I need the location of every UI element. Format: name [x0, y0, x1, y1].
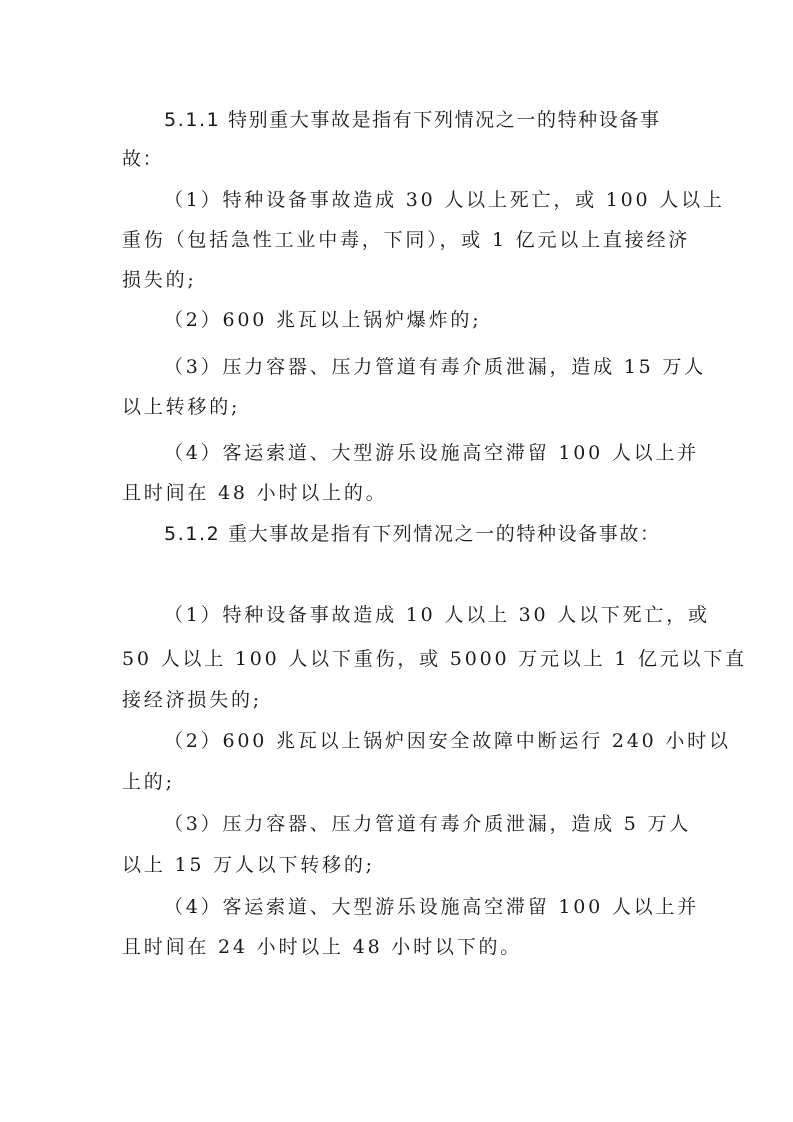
text-line: 且时间在 24 小时以上 48 小时以下的。	[122, 936, 523, 958]
text-line: 且时间在 48 小时以上的。	[122, 482, 388, 504]
list-item-1-line: （1）特种设备事故造成 30 人以上死亡，或 100 人以上	[164, 189, 725, 211]
list-item-2-line: （2）600 兆瓦以上锅炉因安全故障中断运行 240 小时以	[164, 730, 731, 752]
text-line: 损失的;	[122, 269, 197, 291]
list-item-3-line: （3）压力容器、压力管道有毒介质泄漏，造成 15 万人	[164, 356, 706, 378]
text-line: 50 人以上 100 人以下重伤，或 5000 万元以上 1 亿元以下直	[122, 648, 747, 670]
section-heading-5-1-2: 5.1.2 重大事故是指有下列情况之一的特种设备事故：	[164, 523, 661, 545]
list-item-1-line: （1）特种设备事故造成 10 人以上 30 人以下死亡，或	[164, 604, 710, 626]
text-line: 上的;	[122, 771, 175, 793]
list-item-4-line: （4）客运索道、大型游乐设施高空滞留 100 人以上并	[164, 896, 700, 918]
list-item-2-line: （2）600 兆瓦以上锅炉爆炸的;	[164, 309, 482, 331]
section-heading-5-1-1: 5.1.1 特别重大事故是指有下列情况之一的特种设备事	[164, 109, 661, 131]
list-item-4-line: （4）客运索道、大型游乐设施高空滞留 100 人以上并	[164, 442, 700, 464]
text-line: 接经济损失的;	[122, 689, 263, 711]
text-line: 重伤（包括急性工业中毒，下同），或 1 亿元以上直接经济	[122, 229, 691, 251]
list-item-3-line: （3）压力容器、压力管道有毒介质泄漏，造成 5 万人	[164, 813, 692, 835]
text-line: 以上 15 万人以下转移的;	[122, 854, 375, 876]
text-line: 以上转移的;	[122, 396, 241, 418]
text-line: 故：	[122, 148, 164, 170]
